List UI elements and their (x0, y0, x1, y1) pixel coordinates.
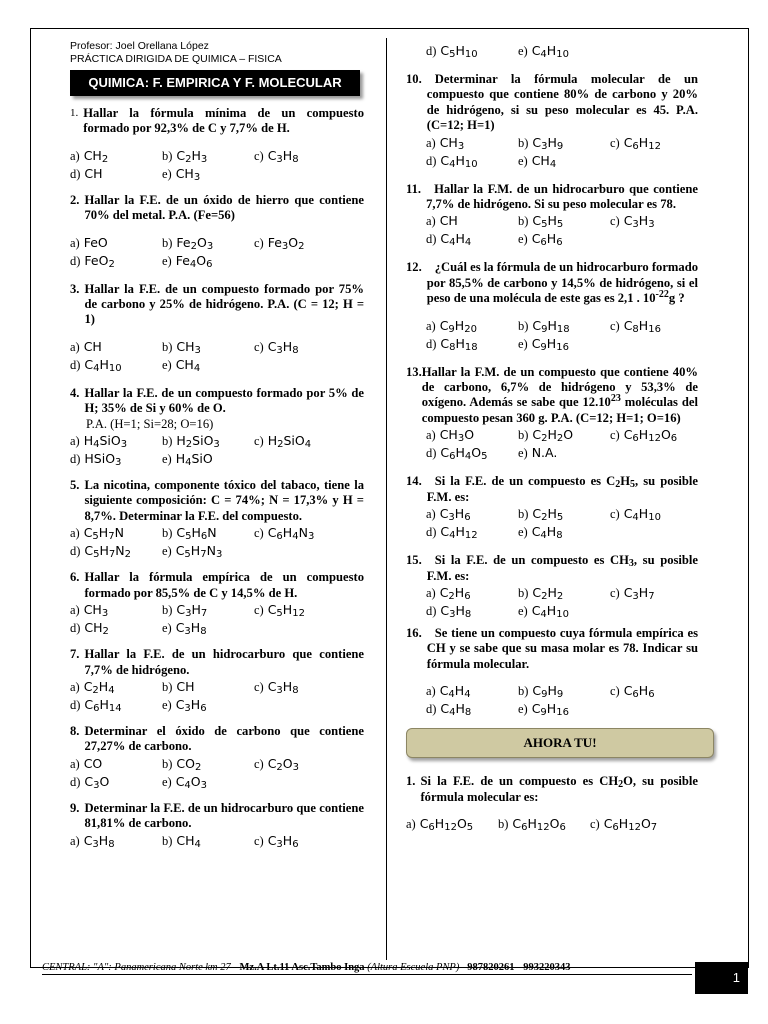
teacher-name: Profesor: Joel Orellana López (70, 40, 209, 52)
options: a) $CH_3$ b) $C_3H_7$ c) $C_5H_{12}$ d) $CH_2$ e) $C_3H_8$ (70, 602, 305, 638)
question-number: 2. (70, 192, 80, 207)
question-text: Si la F.E. de un compuesto es $CH_2O$, su posible fórmula molecular es: (420, 774, 698, 804)
question-text: Hallar la F.M. de un compuesto que contiene 40% de carbono, 6,7% de hidrógeno y 53,3% de oxígeno. Además se sabe que 12.10$^{23}$ moléculas del compuesto pesan 360 g. P.A. (C=12; H=1; O=16) (421, 364, 698, 425)
question-number: 6. (70, 570, 80, 585)
options: a) FeO b) $Fe_2O_3$ c) $Fe_3O_2$ d) FeO$_2$ e) $Fe_4O_6$ (70, 234, 305, 270)
page-number-box (695, 962, 748, 994)
right-column (406, 42, 698, 839)
question-6 (70, 570, 364, 637)
question-13 (406, 365, 698, 463)
question-number: 1. (406, 774, 416, 789)
question-text: ¿Cuál es la fórmula de un hidrocarburo formado por 85,5% de carbono y 14,5% de hidrógeno, si el peso de una molécula de este gas es 2,1 . $10^{-22}g$ ? (426, 260, 698, 306)
question-16 (406, 626, 698, 718)
options: a) $C_4H_4$ b) $C_9H_9$ c) $C_6H_6$ d) $C_4H_8$ e) $C_9H_{16}$ (426, 683, 655, 719)
question-number: 13. (406, 364, 422, 379)
question-number: 9. (70, 800, 80, 815)
question-9 (70, 801, 364, 850)
page-number: 1 (732, 970, 740, 985)
question-2 (70, 193, 364, 270)
question-number: 5. (70, 478, 80, 493)
question-8 (70, 724, 364, 791)
footer-address: Mz.A Lt.11 Asc.Tambo Inga (239, 962, 365, 973)
question-text: Se tiene un compuesto cuya fórmula empírica es CH y se sabe que su masa molar es 78. Indicar su fórmula molecular. (426, 625, 698, 671)
footer-central: CENTRAL: "A": Panamericana Norte km 27 (42, 962, 231, 973)
left-column (70, 40, 364, 856)
question-number: 12. (406, 260, 422, 275)
options: a) $C_9H_{20}$ b) $C_9H_{18}$ c) $C_8H_{16}$ d) $C_8H_{18}$ e) $C_9H_{16}$ (426, 317, 661, 353)
options: a) $CH_2$ b) $C_2H_3$ c) $C_3H_8$ d) CH e) $CH_3$ (70, 147, 299, 183)
footer-divider (42, 974, 692, 975)
question-3 (70, 282, 364, 374)
footer: CENTRAL: "A": Panamericana Norte km 27 - Mz.A Lt.11 Asc.Tambo Inga (Altura Escuela PNP) 987820261 - 993220343 (42, 962, 571, 973)
question-number: 7. (70, 647, 80, 662)
question-10 (406, 72, 698, 170)
options: a) $C_3H_8$ b) $CH_4$ c) $C_3H_6$ (70, 832, 299, 850)
options: a) CH b) $C_5H_5$ c) $C_3H_3$ d) $C_4H_4$ e) $C_6H_6$ (426, 213, 655, 249)
question-text: Hallar la F.E. de un hidrocarburo que contiene 7,7% de hidrógeno. (84, 647, 364, 677)
options: a) $C_5H_7N$ b) $C_5H_6N$ c) $C_6H_4N_3$ d) $C_5H_7N_2$ e) $C_5H_7N_3$ (70, 525, 315, 561)
question-text: Hallar la F.M. de un hidrocarburo que contiene 7,7% de hidrógeno. Si su peso molecular es 78. (426, 181, 698, 212)
question-14 (406, 474, 698, 541)
question-number: 4. (70, 385, 80, 400)
options: a) $CH_3O$ b) $C_2H_2O$ c) $C_6H_{12}O_6$ d) $C_6H_4O_5$ e) N.A. (426, 427, 678, 463)
question-text: Hallar la F.E. de un óxido de hierro que contiene 70% del metal. P.A. (Fe=56) (84, 192, 364, 223)
question-text: Hallar la F.E. de un compuesto formado por 5% de H; 35% de Si y 60% de O. (84, 385, 364, 416)
options: a) $CH_3$ b) $C_3H_9$ c) $C_6H_{12}$ d) $C_4H_{10}$ e) $CH_4$ (426, 134, 661, 170)
question-5 (70, 478, 364, 560)
question-11 (406, 182, 698, 249)
question-text: Hallar la fórmula mínima de un compuesto formado por 92,3% de C y 7,7% de H. (83, 106, 364, 136)
question-text: Si la F.E. de un compuesto es $CH_3$, su posible F.M. es: (426, 553, 698, 583)
question-15 (406, 553, 698, 620)
question-text: Hallar la fórmula empírica de un compuesto formado por 85,5% de C y 14,5% de H. (84, 570, 364, 600)
question-text: Determinar la fórmula molecular de un compuesto que contiene 80% de carbono y 20% de hidrógeno, si su peso molecular es 45. P.A. (C=12; H=1) (426, 72, 698, 133)
question-9-continued (426, 42, 698, 60)
question-number: 1. (70, 107, 79, 119)
footer-phones: 987820261 - 993220343 (467, 962, 571, 973)
question-text: La nicotina, componente tóxico del tabaco, tiene la siguiente composición: C = 74%; N = 17,3% y H = 8,7%. Determinar la F.E. del compuesto. (84, 478, 364, 523)
ahora-tu-banner: AHORA TU! (406, 728, 714, 758)
options: d) $C_5H_{10}$ e) $C_4H_{10}$ (426, 43, 569, 60)
question-text: Determinar el óxido de carbono que contiene 27,27% de carbono. (84, 723, 364, 754)
question-number: 14. (406, 474, 422, 489)
question-4 (70, 386, 364, 468)
options: a) $C_6H_{12}O_5$ b) $C_6H_{12}O_6$ c) $C_6H_{12}O_7$ (406, 815, 658, 833)
page-title: QUIMICA: F. EMPIRICA Y F. MOLECULAR (70, 70, 360, 96)
question-number: 15. (406, 553, 422, 568)
question-text: Hallar la F.E. de un compuesto formado por 75% de carbono y 25% de hidrógeno. P.A. (C = 12; H = 1) (84, 281, 364, 327)
options: a) CO b) $CO_2$ c) $C_2O_3$ d) $C_3O$ e) $C_4O_3$ (70, 755, 300, 791)
options: a) $C_2H_6$ b) $C_2H_2$ c) $C_3H_7$ d) $C_3H_8$ e) $C_4H_{10}$ (426, 584, 655, 620)
question-number: 16. (406, 625, 422, 640)
question-12 (406, 260, 698, 352)
question-number: 11. (406, 181, 422, 196)
question-number: 8. (70, 723, 80, 738)
question-text: Determinar la F.E. de un hidrocarburo que contiene 81,81% de carbono. (84, 800, 364, 831)
atomic-weights: P.A. (H=1; Si=28; O=16) (86, 416, 214, 431)
footer-reference: (Altura Escuela PNP) (367, 962, 460, 973)
column-divider (386, 38, 387, 960)
options: a) $C_3H_6$ b) $C_2H_5$ c) $C_4H_{10}$ d) $C_4H_{12}$ e) $C_4H_8$ (426, 506, 661, 542)
question-7 (70, 647, 364, 714)
options: a) $C_2H_4$ b) CH c) $C_3H_8$ d) $C_6H_{14}$ e) $C_3H_6$ (70, 678, 299, 714)
practice-question-1 (406, 774, 698, 833)
exponent: -22 (655, 289, 669, 301)
question-text: Si la F.E. de un compuesto es $C_2H_5$, su posible F.M. es: (426, 474, 698, 504)
options: a) $H_4SiO_3$ b) $H_2SiO_3$ c) $H_2SiO_4$ d) HSiO$_3$ e) $H_4SiO$ (70, 433, 312, 469)
question-1 (70, 106, 364, 183)
subject-line: PRÁCTICA DIRIGIDA DE QUIMICA – FISICA (70, 53, 282, 65)
question-number: 10. (406, 72, 422, 86)
exponent: 23 (610, 393, 621, 405)
question-number: 3. (70, 281, 80, 296)
options: a) CH b) $CH_3$ c) $C_3H_8$ d) $C_4H_{10}$ e) $CH_4$ (70, 338, 299, 374)
